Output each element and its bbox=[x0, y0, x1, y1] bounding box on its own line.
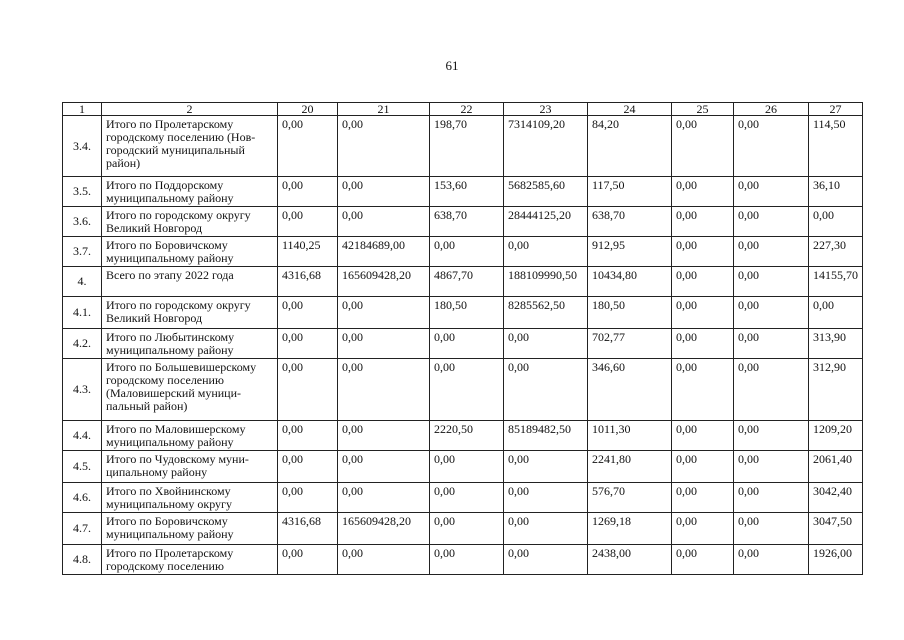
table-row bbox=[63, 207, 863, 237]
column-header: 2 bbox=[102, 103, 278, 116]
value-cell: 5682585,60 bbox=[504, 177, 588, 207]
value-cell: 0,00 bbox=[430, 359, 504, 421]
value-cell: 42184689,00 bbox=[338, 237, 430, 267]
row-number: 4.3. bbox=[63, 359, 102, 421]
value-cell: 28444125,20 bbox=[504, 207, 588, 237]
value-cell: 114,50 bbox=[809, 116, 863, 177]
value-cell: 0,00 bbox=[809, 297, 863, 329]
data-table bbox=[62, 102, 863, 575]
table-row bbox=[63, 451, 863, 483]
value-cell: 180,50 bbox=[430, 297, 504, 329]
row-name: Итого по Маловишерскому муниципальному району bbox=[102, 421, 278, 451]
row-number: 4.1. bbox=[63, 297, 102, 329]
value-cell: 0,00 bbox=[338, 483, 430, 513]
value-cell: 0,00 bbox=[672, 267, 734, 297]
value-cell: 0,00 bbox=[278, 177, 338, 207]
value-cell: 0,00 bbox=[338, 545, 430, 575]
row-number: 3.7. bbox=[63, 237, 102, 267]
value-cell: 0,00 bbox=[672, 483, 734, 513]
value-cell: 0,00 bbox=[504, 513, 588, 545]
value-cell: 2061,40 bbox=[809, 451, 863, 483]
value-cell: 84,20 bbox=[588, 116, 672, 177]
value-cell: 0,00 bbox=[734, 421, 809, 451]
value-cell: 0,00 bbox=[504, 483, 588, 513]
row-number: 4.8. bbox=[63, 545, 102, 575]
value-cell: 4316,68 bbox=[278, 513, 338, 545]
value-cell: 1140,25 bbox=[278, 237, 338, 267]
column-header: 20 bbox=[278, 103, 338, 116]
value-cell: 0,00 bbox=[672, 359, 734, 421]
value-cell: 638,70 bbox=[430, 207, 504, 237]
row-name: Итого по Боровичскому муниципальному району bbox=[102, 237, 278, 267]
value-cell: 0,00 bbox=[672, 116, 734, 177]
value-cell: 0,00 bbox=[338, 451, 430, 483]
value-cell: 702,77 bbox=[588, 329, 672, 359]
row-name: Итого по Пролетарскому городскому поселению (Нов- городский муниципальный район) bbox=[102, 116, 278, 177]
table-row bbox=[63, 513, 863, 545]
table-row bbox=[63, 267, 863, 297]
row-name: Всего по этапу 2022 года bbox=[102, 267, 278, 297]
value-cell: 0,00 bbox=[338, 421, 430, 451]
row-name: Итого по Пролетарскому городскому поселению bbox=[102, 545, 278, 575]
table-row bbox=[63, 545, 863, 575]
row-number: 4.2. bbox=[63, 329, 102, 359]
value-cell: 1269,18 bbox=[588, 513, 672, 545]
table-row bbox=[63, 116, 863, 177]
table-row bbox=[63, 237, 863, 267]
table-row bbox=[63, 421, 863, 451]
row-name: Итого по Боровичскому муниципальному району bbox=[102, 513, 278, 545]
row-name: Итого по Большевишерскому городскому поселению (Маловишерский муници- пальный район) bbox=[102, 359, 278, 421]
row-name: Итого по Поддорскому муниципальному району bbox=[102, 177, 278, 207]
value-cell: 188109990,50 bbox=[504, 267, 588, 297]
column-header: 27 bbox=[809, 103, 863, 116]
value-cell: 346,60 bbox=[588, 359, 672, 421]
value-cell: 0,00 bbox=[278, 483, 338, 513]
value-cell: 0,00 bbox=[504, 451, 588, 483]
table-row bbox=[63, 329, 863, 359]
value-cell: 0,00 bbox=[338, 329, 430, 359]
value-cell: 0,00 bbox=[672, 297, 734, 329]
value-cell: 1011,30 bbox=[588, 421, 672, 451]
value-cell: 1209,20 bbox=[809, 421, 863, 451]
table-row bbox=[63, 177, 863, 207]
value-cell: 0,00 bbox=[672, 451, 734, 483]
value-cell: 0,00 bbox=[672, 177, 734, 207]
table-row bbox=[63, 297, 863, 329]
value-cell: 0,00 bbox=[430, 237, 504, 267]
value-cell: 7314109,20 bbox=[504, 116, 588, 177]
value-cell: 0,00 bbox=[672, 545, 734, 575]
row-number: 4.7. bbox=[63, 513, 102, 545]
value-cell: 0,00 bbox=[504, 359, 588, 421]
value-cell: 0,00 bbox=[278, 545, 338, 575]
value-cell: 3047,50 bbox=[809, 513, 863, 545]
value-cell: 0,00 bbox=[338, 207, 430, 237]
value-cell: 0,00 bbox=[430, 545, 504, 575]
value-cell: 2438,00 bbox=[588, 545, 672, 575]
value-cell: 4867,70 bbox=[430, 267, 504, 297]
value-cell: 0,00 bbox=[430, 483, 504, 513]
row-name: Итого по Чудовскому муни- ципальному району bbox=[102, 451, 278, 483]
row-number: 3.4. bbox=[63, 116, 102, 177]
value-cell: 0,00 bbox=[278, 451, 338, 483]
value-cell: 0,00 bbox=[278, 329, 338, 359]
row-number: 3.5. bbox=[63, 177, 102, 207]
value-cell: 0,00 bbox=[672, 513, 734, 545]
value-cell: 0,00 bbox=[278, 297, 338, 329]
value-cell: 0,00 bbox=[504, 545, 588, 575]
row-name: Итого по городскому округу Великий Новгород bbox=[102, 207, 278, 237]
row-number: 4.4. bbox=[63, 421, 102, 451]
value-cell: 0,00 bbox=[278, 116, 338, 177]
value-cell: 117,50 bbox=[588, 177, 672, 207]
value-cell: 313,90 bbox=[809, 329, 863, 359]
page-number: 61 bbox=[445, 58, 459, 73]
column-header: 23 bbox=[504, 103, 588, 116]
row-number: 4.5. bbox=[63, 451, 102, 483]
value-cell: 14155,70 bbox=[809, 267, 863, 297]
value-cell: 0,00 bbox=[734, 545, 809, 575]
value-cell: 0,00 bbox=[734, 207, 809, 237]
value-cell: 0,00 bbox=[734, 177, 809, 207]
value-cell: 0,00 bbox=[734, 359, 809, 421]
row-number: 3.6. bbox=[63, 207, 102, 237]
value-cell: 0,00 bbox=[504, 329, 588, 359]
column-header: 1 bbox=[63, 103, 102, 116]
value-cell: 4316,68 bbox=[278, 267, 338, 297]
value-cell: 165609428,20 bbox=[338, 267, 430, 297]
value-cell: 0,00 bbox=[672, 237, 734, 267]
value-cell: 180,50 bbox=[588, 297, 672, 329]
value-cell: 0,00 bbox=[338, 177, 430, 207]
value-cell: 0,00 bbox=[338, 359, 430, 421]
value-cell: 2220,50 bbox=[430, 421, 504, 451]
value-cell: 8285562,50 bbox=[504, 297, 588, 329]
value-cell: 0,00 bbox=[734, 116, 809, 177]
value-cell: 165609428,20 bbox=[338, 513, 430, 545]
value-cell: 0,00 bbox=[338, 297, 430, 329]
value-cell: 3042,40 bbox=[809, 483, 863, 513]
value-cell: 36,10 bbox=[809, 177, 863, 207]
value-cell: 576,70 bbox=[588, 483, 672, 513]
column-header: 21 bbox=[338, 103, 430, 116]
row-name: Итого по Хвойнинскому муниципальному округу bbox=[102, 483, 278, 513]
value-cell: 638,70 bbox=[588, 207, 672, 237]
value-cell: 0,00 bbox=[809, 207, 863, 237]
value-cell: 153,60 bbox=[430, 177, 504, 207]
value-cell: 312,90 bbox=[809, 359, 863, 421]
table-row bbox=[63, 359, 863, 421]
value-cell: 0,00 bbox=[734, 329, 809, 359]
row-number: 4. bbox=[63, 267, 102, 297]
value-cell: 0,00 bbox=[430, 329, 504, 359]
value-cell: 227,30 bbox=[809, 237, 863, 267]
table-row bbox=[63, 483, 863, 513]
column-header: 24 bbox=[588, 103, 672, 116]
value-cell: 0,00 bbox=[430, 451, 504, 483]
value-cell: 0,00 bbox=[278, 359, 338, 421]
value-cell: 0,00 bbox=[672, 207, 734, 237]
value-cell: 0,00 bbox=[734, 483, 809, 513]
value-cell: 2241,80 bbox=[588, 451, 672, 483]
value-cell: 0,00 bbox=[278, 207, 338, 237]
value-cell: 0,00 bbox=[734, 237, 809, 267]
column-header: 22 bbox=[430, 103, 504, 116]
value-cell: 0,00 bbox=[430, 513, 504, 545]
value-cell: 85189482,50 bbox=[504, 421, 588, 451]
value-cell: 0,00 bbox=[672, 329, 734, 359]
value-cell: 0,00 bbox=[672, 421, 734, 451]
column-header: 26 bbox=[734, 103, 809, 116]
value-cell: 10434,80 bbox=[588, 267, 672, 297]
value-cell: 912,95 bbox=[588, 237, 672, 267]
value-cell: 0,00 bbox=[734, 297, 809, 329]
value-cell: 0,00 bbox=[734, 451, 809, 483]
value-cell: 0,00 bbox=[734, 513, 809, 545]
value-cell: 0,00 bbox=[338, 116, 430, 177]
header-row bbox=[63, 103, 863, 116]
row-number: 4.6. bbox=[63, 483, 102, 513]
row-name: Итого по городскому округу Великий Новгород bbox=[102, 297, 278, 329]
value-cell: 198,70 bbox=[430, 116, 504, 177]
row-name: Итого по Любытинскому муниципальному району bbox=[102, 329, 278, 359]
value-cell: 1926,00 bbox=[809, 545, 863, 575]
value-cell: 0,00 bbox=[504, 237, 588, 267]
value-cell: 0,00 bbox=[734, 267, 809, 297]
column-header: 25 bbox=[672, 103, 734, 116]
value-cell: 0,00 bbox=[278, 421, 338, 451]
